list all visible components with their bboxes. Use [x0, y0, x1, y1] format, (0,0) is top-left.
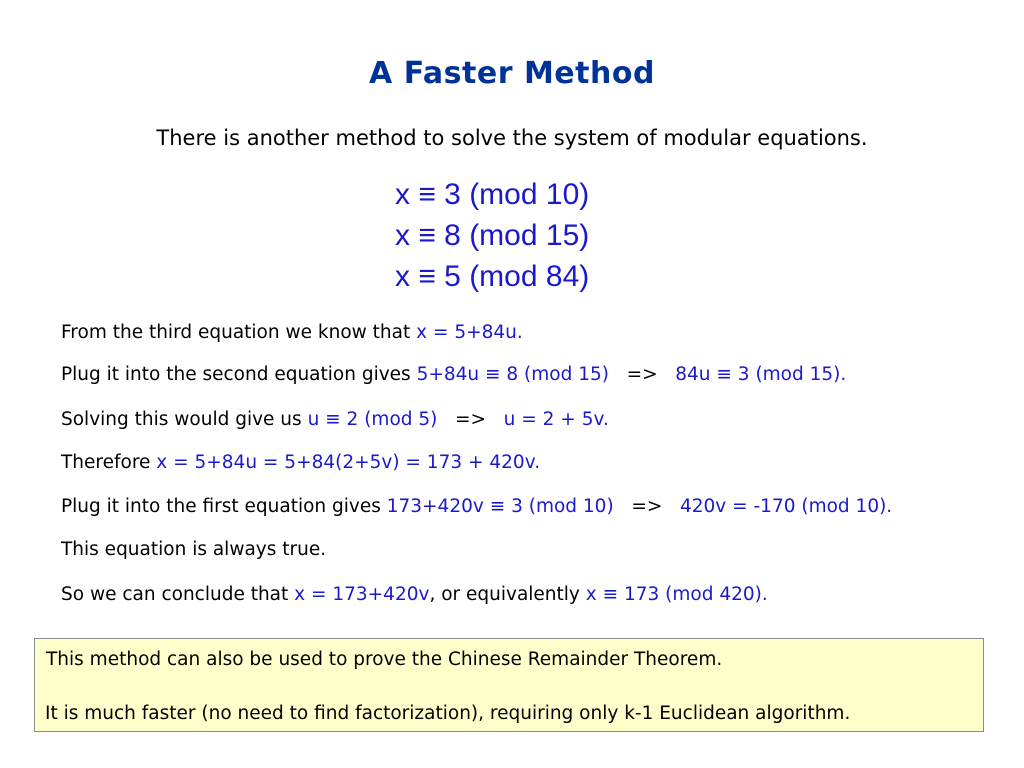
step-1-tail: .	[516, 322, 523, 343]
step-3-text: Solving this would give us	[61, 409, 308, 430]
step-5-arrow: =>	[613, 496, 680, 517]
note-line-2: It is much faster (no need to find factorization), requiring only k-1 Euclidean algorithm.	[45, 703, 851, 724]
step-5	[61, 496, 892, 517]
step-3-arrow: =>	[437, 409, 504, 430]
step-7-math: x = 173+420v	[294, 584, 430, 605]
step-2-math2: 84u ≡ 3 (mod 15).	[675, 364, 847, 385]
step-3	[61, 409, 609, 430]
step-6-text: This equation is always true.	[61, 539, 327, 560]
step-1	[61, 322, 523, 343]
note-box	[34, 638, 984, 732]
step-2-arrow: =>	[608, 364, 676, 385]
step-5-text: Plug it into the first equation gives	[61, 496, 387, 517]
step-4-tail: .	[534, 452, 541, 473]
step-2-math: 5+84u ≡ 8 (mod 15)	[416, 364, 609, 385]
step-5-math2: 420v = -170 (mod 10).	[679, 496, 893, 517]
step-7-text: So we can conclude that	[61, 584, 295, 605]
equation-3: x ≡ 5 (mod 84)	[395, 260, 590, 293]
slide-title: A Faster Method	[369, 56, 655, 91]
step-4-math: x = 5+84u = 5+84(2+5v) = 173 + 420v	[156, 452, 535, 473]
note-line-1: This method can also be used to prove the Chinese Remainder Theorem.	[46, 649, 723, 670]
intro-text: There is another method to solve the system of modular equations.	[156, 126, 868, 150]
step-6	[61, 539, 326, 560]
step-3-tail: .	[602, 409, 609, 430]
step-7	[61, 584, 768, 605]
step-1-text: From the third equation we know that	[61, 322, 417, 343]
step-7-math2: x ≡ 173 (mod 420).	[585, 584, 768, 605]
step-4	[61, 452, 540, 473]
step-3-math: u ≡ 2 (mod 5)	[307, 409, 438, 430]
step-2-text: Plug it into the second equation gives	[61, 364, 417, 385]
step-3-math2: u = 2 + 5v	[503, 409, 603, 430]
equation-1: x ≡ 3 (mod 10)	[395, 178, 590, 211]
step-1-math: x = 5+84u	[416, 322, 517, 343]
step-2	[61, 364, 846, 385]
equation-2: x ≡ 8 (mod 15)	[395, 219, 590, 252]
step-5-math: 173+420v ≡ 3 (mod 10)	[386, 496, 614, 517]
step-4-text: Therefore	[61, 452, 157, 473]
step-7-mid: , or equivalently	[429, 584, 586, 605]
equation-system	[395, 174, 589, 297]
